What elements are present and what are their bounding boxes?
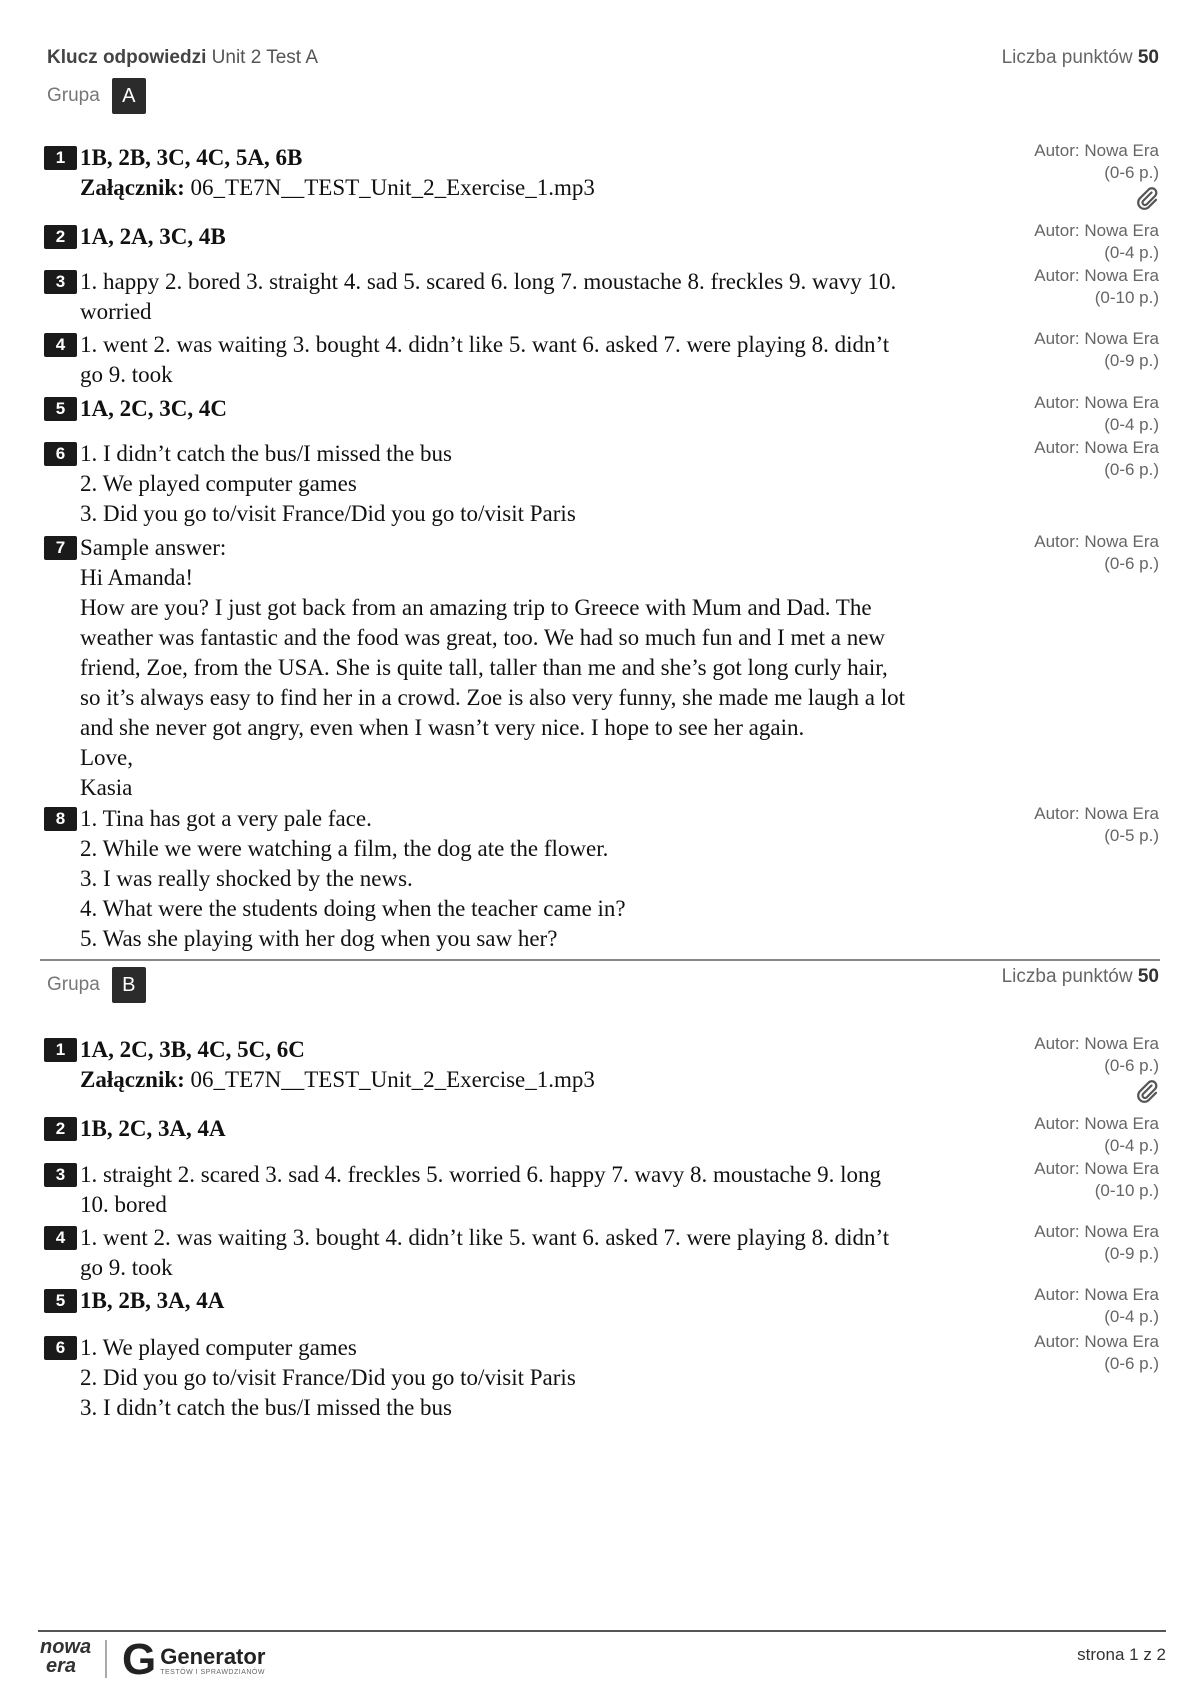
- task-answer: 1A, 2A, 3C, 4B: [80, 224, 226, 249]
- task-answer: 1A, 2C, 3B, 4C, 5C, 6C: [80, 1037, 305, 1062]
- author: Autor: Nowa Era: [1034, 1114, 1159, 1133]
- task-a7-meta: [959, 531, 1159, 575]
- task-b3-meta: [959, 1158, 1159, 1202]
- answer-line: 1. Tina has got a very pale face.: [80, 806, 372, 831]
- task-a8-meta: [959, 803, 1159, 847]
- task-b2: [44, 1114, 994, 1144]
- author: Autor: Nowa Era: [1034, 393, 1159, 412]
- generator-logo: [122, 1635, 266, 1684]
- title-bold: Klucz odpowiedzi: [47, 47, 207, 68]
- task-b6: [44, 1333, 994, 1423]
- task-number: 2: [44, 225, 77, 249]
- task-number: 2: [44, 1117, 77, 1141]
- points: (0-4 p.): [1104, 243, 1159, 262]
- attachment-line: [80, 173, 994, 203]
- points: (0-9 p.): [1104, 351, 1159, 370]
- answer-line: Sample answer:: [80, 535, 227, 560]
- answer-line: Hi Amanda!: [80, 565, 194, 590]
- task-a6-meta: [959, 437, 1159, 481]
- section-divider: [40, 959, 1160, 961]
- task-number: 1: [44, 1038, 77, 1062]
- task-number: 4: [44, 1226, 77, 1250]
- answer-line: 4. What were the students doing when the teacher came in?: [80, 896, 626, 921]
- page-number: strona 1 z 2: [1077, 1645, 1166, 1664]
- group-letter-badge: B: [112, 967, 146, 1003]
- answer-line: worried: [80, 299, 152, 324]
- points: (0-4 p.): [1104, 1136, 1159, 1155]
- author: Autor: Nowa Era: [1034, 438, 1159, 457]
- points: (0-5 p.): [1104, 826, 1159, 845]
- task-a3: [44, 267, 994, 327]
- author: Autor: Nowa Era: [1034, 1034, 1159, 1053]
- task-answer: 1B, 2C, 3A, 4A: [80, 1116, 226, 1141]
- answer-line: 1. We played computer games: [80, 1335, 357, 1360]
- answer-line: 1. happy 2. bored 3. straight 4. sad 5. scared 6. long 7. moustache 8. freckles 9. wavy 10.: [80, 269, 897, 294]
- points-label: Liczba punktów: [1001, 966, 1133, 987]
- task-a2-meta: [959, 220, 1159, 264]
- answer-line: 3. Did you go to/visit France/Did you go to/visit Paris: [80, 501, 576, 526]
- task-a8: [44, 804, 994, 954]
- attachment-label: Załącznik:: [80, 175, 185, 200]
- task-b4: [44, 1223, 994, 1283]
- title-rest: Unit 2 Test A: [206, 47, 318, 68]
- task-number: 1: [44, 146, 77, 170]
- answer-line: 5. Was she playing with her dog when you saw her?: [80, 926, 558, 951]
- author: Autor: Nowa Era: [1034, 532, 1159, 551]
- answer-line: so it’s always easy to find her in a crowd. Zoe is also very funny, she made me laugh a lot: [80, 685, 906, 710]
- nowa-era-logo: [40, 1638, 91, 1676]
- task-b5: [44, 1286, 994, 1316]
- generator-g-icon: G: [122, 1635, 157, 1684]
- attachment-file[interactable]: 06_TE7N__TEST_Unit_2_Exercise_1.mp3: [184, 175, 595, 200]
- answer-line: go 9. took: [80, 1255, 173, 1280]
- task-number: 4: [44, 333, 77, 357]
- attachment-label: Załącznik:: [80, 1067, 185, 1092]
- task-b4-meta: [959, 1221, 1159, 1265]
- answer-line: 3. I was really shocked by the news.: [80, 866, 413, 891]
- task-a5-meta: [959, 392, 1159, 436]
- logo-text: nowa: [40, 1636, 92, 1658]
- paperclip-icon[interactable]: [1135, 186, 1159, 210]
- group-a-header: [47, 78, 146, 114]
- answer-line: How are you? I just got back from an amazing trip to Greece with Mum and Dad. The: [80, 595, 872, 620]
- generator-title: Generator: [160, 1643, 266, 1669]
- author: Autor: Nowa Era: [1034, 1285, 1159, 1304]
- logo-text: era: [46, 1655, 77, 1677]
- points: (0-9 p.): [1104, 1244, 1159, 1263]
- points: (0-10 p.): [1094, 288, 1159, 307]
- task-number: 7: [44, 536, 77, 560]
- answer-line: 2. While we were watching a film, the dog ate the flower.: [80, 836, 609, 861]
- points: (0-6 p.): [1104, 1354, 1159, 1373]
- task-b5-meta: [959, 1284, 1159, 1328]
- answer-line: 1. went 2. was waiting 3. bought 4. didn’t like 5. want 6. asked 7. were playing 8. didn’t: [80, 1225, 890, 1250]
- points: (0-6 p.): [1104, 554, 1159, 573]
- points-total-b: [1002, 966, 1159, 988]
- task-number: 3: [44, 270, 77, 294]
- answer-line: and she never got angry, even when I wasn’t very nice. I hope to see her again.: [80, 715, 805, 740]
- task-number: 5: [44, 1289, 77, 1313]
- task-b6-meta: [959, 1331, 1159, 1375]
- group-b-header: [47, 967, 146, 1003]
- points: (0-10 p.): [1094, 1181, 1159, 1200]
- task-a4: [44, 330, 994, 390]
- footer-divider: [38, 1630, 1166, 1632]
- task-b2-meta: [959, 1113, 1159, 1157]
- author: Autor: Nowa Era: [1034, 804, 1159, 823]
- answer-line: Love,: [80, 745, 134, 770]
- task-a4-meta: [959, 328, 1159, 372]
- points: (0-4 p.): [1104, 415, 1159, 434]
- author: Autor: Nowa Era: [1034, 141, 1159, 160]
- points-total-a: [1002, 47, 1159, 69]
- points-value: 50: [1137, 47, 1159, 68]
- task-a5: [44, 394, 994, 424]
- group-letter-badge: A: [112, 78, 146, 114]
- task-number: 5: [44, 397, 77, 421]
- answer-line: 1. went 2. was waiting 3. bought 4. didn’t like 5. want 6. asked 7. were playing 8. didn’t: [80, 332, 890, 357]
- task-a1: [44, 143, 994, 203]
- group-label: Grupa: [47, 974, 100, 995]
- author: Autor: Nowa Era: [1034, 1159, 1159, 1178]
- task-number: 6: [44, 442, 77, 466]
- answer-line: weather was fantastic and the food was great, too. We had so much fun and I met a new: [80, 625, 886, 650]
- answer-line: 2. We played computer games: [80, 471, 357, 496]
- points-label: Liczba punktów: [1001, 47, 1133, 68]
- answer-line: friend, Zoe, from the USA. She is quite tall, taller than me and she’s got long curly hair,: [80, 655, 888, 680]
- group-label: Grupa: [47, 85, 100, 106]
- answer-line: 3. I didn’t catch the bus/I missed the bus: [80, 1395, 452, 1420]
- task-b3: [44, 1160, 994, 1220]
- points: (0-6 p.): [1104, 163, 1159, 182]
- task-number: 8: [44, 807, 77, 831]
- answer-line: 1. straight 2. scared 3. sad 4. freckles 5. worried 6. happy 7. wavy 8. moustache 9. long: [80, 1162, 881, 1187]
- answer-line: 1. I didn’t catch the bus/I missed the bus: [80, 441, 452, 466]
- answer-line: go 9. took: [80, 362, 173, 387]
- points: (0-6 p.): [1104, 1056, 1159, 1075]
- task-number: 6: [44, 1336, 77, 1360]
- task-a3-meta: [959, 265, 1159, 309]
- generator-subtitle: TESTÓW I SPRAWDZIANÓW: [160, 1668, 265, 1676]
- logo-separator: [105, 1640, 107, 1678]
- task-a7: [44, 533, 994, 803]
- task-a6: [44, 439, 994, 529]
- task-a2: [44, 222, 994, 252]
- author: Autor: Nowa Era: [1034, 1222, 1159, 1241]
- task-b1-meta: [959, 1033, 1159, 1103]
- paperclip-icon[interactable]: [1135, 1079, 1159, 1103]
- task-answer: 1B, 2B, 3A, 4A: [80, 1288, 225, 1313]
- task-a1-meta: [959, 140, 1159, 210]
- author: Autor: Nowa Era: [1034, 221, 1159, 240]
- author: Autor: Nowa Era: [1034, 1332, 1159, 1351]
- points: (0-4 p.): [1104, 1307, 1159, 1326]
- attachment-line: [80, 1065, 994, 1095]
- author: Autor: Nowa Era: [1034, 329, 1159, 348]
- author: Autor: Nowa Era: [1034, 266, 1159, 285]
- points-value: 50: [1137, 966, 1159, 987]
- answer-line: Kasia: [80, 775, 133, 800]
- answer-line: 2. Did you go to/visit France/Did you go to/visit Paris: [80, 1365, 576, 1390]
- points: (0-6 p.): [1104, 460, 1159, 479]
- task-answer: 1B, 2B, 3C, 4C, 5A, 6B: [80, 145, 303, 170]
- task-b1: [44, 1035, 994, 1095]
- attachment-file[interactable]: 06_TE7N__TEST_Unit_2_Exercise_1.mp3: [184, 1067, 595, 1092]
- task-number: 3: [44, 1163, 77, 1187]
- document-title: [47, 47, 318, 69]
- answer-line: 10. bored: [80, 1192, 167, 1217]
- task-answer: 1A, 2C, 3C, 4C: [80, 396, 227, 421]
